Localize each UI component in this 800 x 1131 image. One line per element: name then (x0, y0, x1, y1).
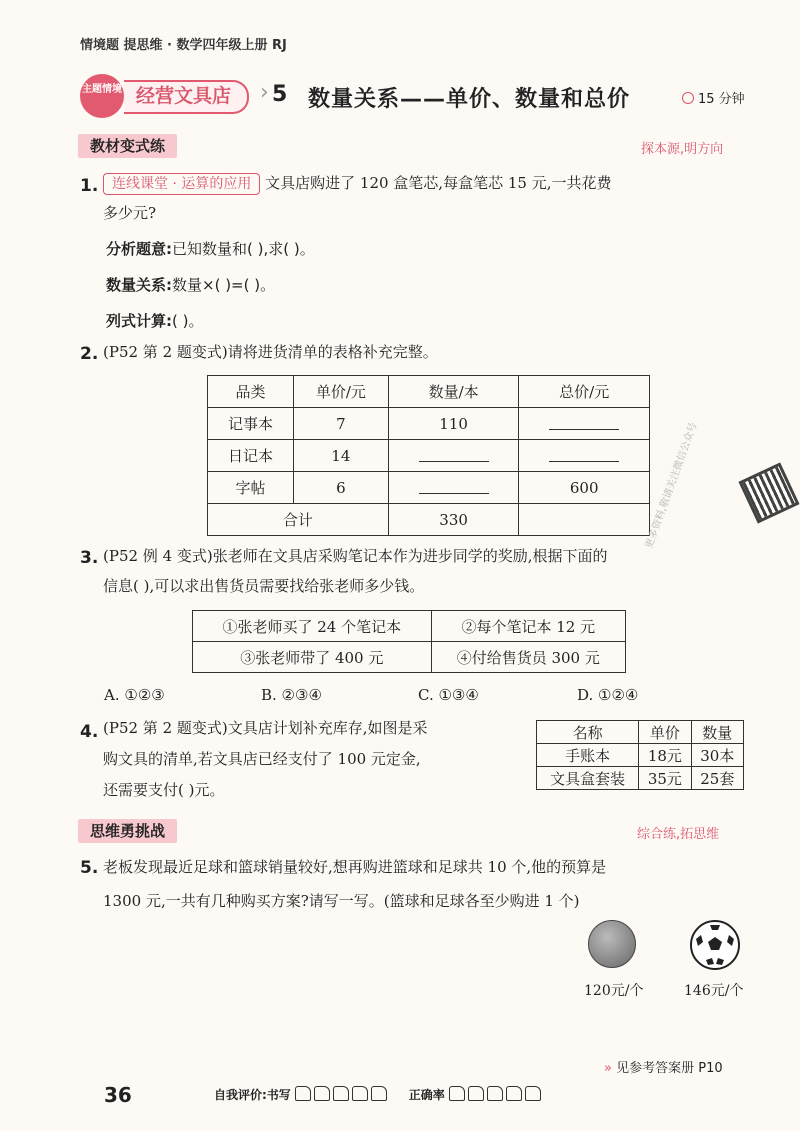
thumb-icon[interactable] (487, 1086, 503, 1101)
q3-info-table (192, 610, 626, 673)
thumb-icon[interactable] (352, 1086, 368, 1101)
self-evaluation (214, 1086, 544, 1103)
q4-cell: 30本 (691, 744, 743, 767)
q1-line2: 多少元? (103, 204, 157, 222)
table-row (208, 472, 650, 504)
thumb-icon[interactable] (371, 1086, 387, 1101)
lesson-title: 数量关系——单价、数量和总价 (308, 87, 631, 112)
soccer-ball-pattern (692, 922, 738, 968)
q2-header: 单价/元 (293, 376, 388, 408)
thumb-icon[interactable] (468, 1086, 484, 1101)
q2-blank-cell[interactable] (519, 408, 650, 440)
q4-table (536, 720, 744, 790)
q2-cell: 7 (293, 408, 388, 440)
q3-line1: (P52 例 4 变式)张老师在文具店采购笔记本作为进步同学的奖励,根据下面的 (103, 547, 608, 565)
q3-option-a[interactable]: A. ①②③ (104, 686, 165, 704)
series-header: 情境题 提思维 · 数学四年级上册 RJ (80, 38, 287, 53)
q3-info-item: ③张老师带了 400 元 (193, 642, 432, 673)
q1-calc-label: 列式计算: (106, 312, 172, 330)
q1-tag: 连线课堂 · 运算的应用 (103, 173, 260, 195)
thumb-icon[interactable] (314, 1086, 330, 1101)
q2-total-label: 合计 (208, 504, 389, 536)
q2-total-value: 330 (388, 504, 519, 536)
q2-cell: 14 (293, 440, 388, 472)
q1-relation-label: 数量关系: (106, 276, 172, 294)
self-eval-label: 自我评价:书写 (214, 1088, 291, 1102)
q3-number: 3. (80, 548, 99, 568)
q4-cell: 文具盒套装 (537, 767, 639, 790)
accuracy-label: 正确率 (408, 1088, 445, 1102)
q2-header: 数量/本 (388, 376, 519, 408)
answer-blank[interactable] (549, 445, 619, 462)
clock-icon (682, 92, 694, 104)
q2-empty-cell (519, 504, 650, 536)
q1-relation-text: 数量×( )=( )。 (172, 276, 276, 294)
q3-text (103, 541, 753, 601)
q4-cell: 手账本 (537, 744, 639, 767)
table-row (208, 440, 650, 472)
q5-number: 5. (80, 858, 99, 878)
q3-info-item: ④付给售货员 300 元 (431, 642, 625, 673)
answer-blank[interactable] (549, 413, 619, 430)
q5-line2: 1300 元,一共有几种购买方案?请写一写。(篮球和足球各至少购进 1 个) (103, 892, 580, 910)
section-note-challenge: 综合练,拓思维 (637, 827, 720, 842)
q2-blank-cell[interactable] (388, 472, 519, 504)
q1-calc-text: ( )。 (172, 312, 204, 330)
q2-text: (P52 第 2 题变式)请将进货清单的表格补充完整。 (103, 343, 438, 361)
q1-line1: 文具店购进了 120 盒笔芯,每盒笔芯 15 元,一共花费 (265, 174, 612, 192)
q3-option-b[interactable]: B. ②③④ (261, 686, 322, 704)
basketball-price: 120元/个 (584, 983, 644, 999)
answer-blank[interactable] (419, 445, 489, 462)
thumb-icon[interactable] (295, 1086, 311, 1101)
q4-line1: (P52 第 2 题变式)文具店计划补充库存,如图是采 (103, 719, 428, 737)
q2-table (207, 375, 650, 536)
q1-number: 1. (80, 176, 99, 196)
q4-cell: 25套 (691, 767, 743, 790)
q2-cell: 记事本 (208, 408, 294, 440)
q3-info-item: ①张老师买了 24 个笔记本 (193, 611, 432, 642)
time-text: 15 分钟 (698, 92, 745, 107)
lesson-number: 5 (272, 82, 288, 107)
answer-reference-text: 见参考答案册 P10 (616, 1061, 723, 1076)
basketball-icon (588, 920, 636, 968)
thumb-icon[interactable] (525, 1086, 541, 1101)
soccer-price: 146元/个 (684, 983, 744, 999)
q3-info-item: ②每个笔记本 12 元 (431, 611, 625, 642)
theme-badge: 主题情境 (80, 74, 124, 118)
q4-text (103, 713, 523, 806)
q4-header: 名称 (537, 721, 639, 744)
q2-header: 总价/元 (519, 376, 650, 408)
q5-line1: 老板发现最近足球和篮球销量较好,想再购进篮球和足球共 10 个,他的预算是 (103, 858, 607, 876)
q4-header: 数量 (691, 721, 743, 744)
q4-cell: 35元 (639, 767, 691, 790)
q2-cell: 600 (519, 472, 650, 504)
q3-line2: 信息( ),可以求出售货员需要找给张老师多少钱。 (103, 577, 425, 595)
q2-cell: 110 (388, 408, 519, 440)
q4-number: 4. (80, 722, 99, 742)
watermark: 更多资料,敬请关注微信公众号 (643, 421, 700, 551)
q1-analyze-label: 分析题意: (106, 240, 172, 258)
q4-cell: 18元 (639, 744, 691, 767)
double-chevron-icon: » (604, 1061, 612, 1076)
theme-title: 经营文具店 (124, 80, 249, 114)
q2-header: 品类 (208, 376, 294, 408)
q1-text (103, 168, 763, 228)
section-title-practice: 教材变式练 (78, 134, 177, 158)
page-number: 36 (104, 1083, 132, 1107)
chevron-right-icon: › (260, 80, 269, 105)
q1-analyze-text: 已知数量和( ),求( )。 (172, 240, 315, 258)
table-row (208, 504, 650, 536)
q2-cell: 6 (293, 472, 388, 504)
q3-option-c[interactable]: C. ①③④ (418, 686, 479, 704)
q3-option-d[interactable]: D. ①②④ (577, 686, 639, 704)
answer-reference (604, 1057, 723, 1076)
q1-analyze (106, 234, 315, 264)
section-note-practice: 探本源,明方向 (641, 142, 724, 157)
thumb-icon[interactable] (333, 1086, 349, 1101)
q1-relation (106, 270, 275, 300)
q2-cell: 字帖 (208, 472, 294, 504)
q1-calc (106, 306, 203, 336)
section-title-challenge: 思维勇挑战 (78, 819, 177, 843)
q2-cell: 日记本 (208, 440, 294, 472)
soccer-ball-icon (690, 920, 740, 970)
time-limit (682, 88, 745, 107)
thumb-icon[interactable] (449, 1086, 465, 1101)
q4-header: 单价 (639, 721, 691, 744)
q2-blank-cell[interactable] (519, 440, 650, 472)
q2-blank-cell[interactable] (388, 440, 519, 472)
q4-line2: 购文具的清单,若文具店已经支付了 100 元定金, (103, 750, 421, 768)
table-row (208, 408, 650, 440)
q5-text (103, 850, 763, 918)
qr-code-icon (738, 462, 799, 523)
thumb-icon[interactable] (506, 1086, 522, 1101)
q4-line3: 还需要支付( )元。 (103, 781, 225, 799)
q2-number: 2. (80, 344, 99, 364)
answer-blank[interactable] (419, 477, 489, 494)
